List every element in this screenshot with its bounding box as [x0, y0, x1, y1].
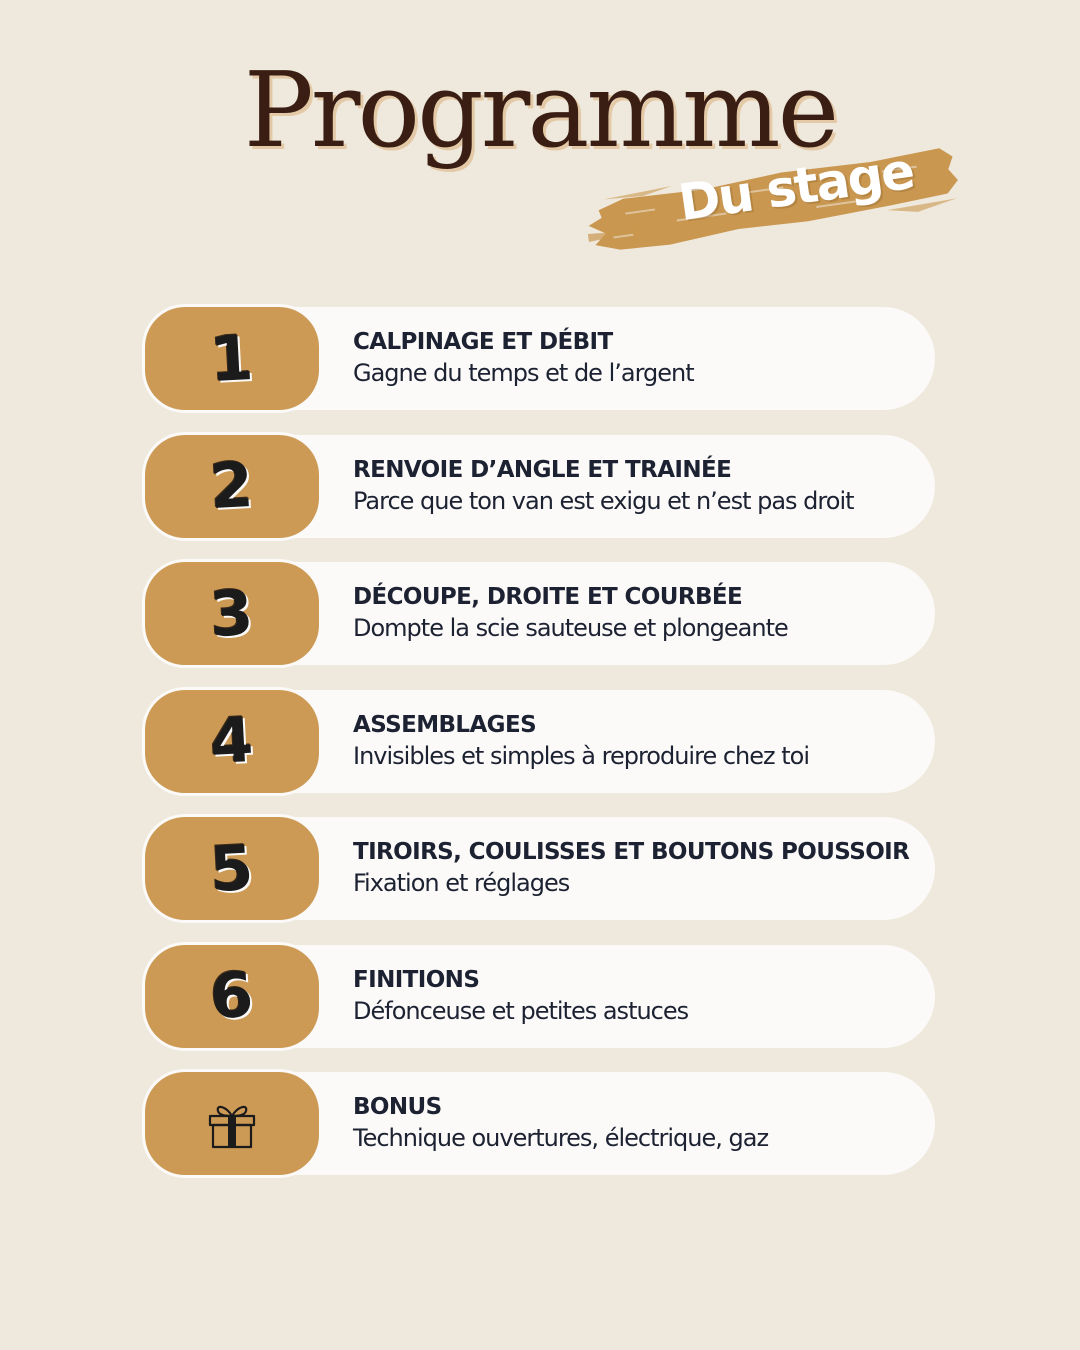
program-item-heading: RENVOIE D’ANGLE ET TRAINÉE — [353, 456, 732, 483]
program-item-text — [353, 1092, 915, 1154]
number-6-icon: 6 — [208, 957, 256, 1034]
title-area — [0, 0, 1080, 280]
program-item-heading: CALPINAGE ET DÉBIT — [353, 329, 613, 355]
page-title: Programme — [243, 49, 837, 171]
program-list — [145, 307, 935, 1200]
number-2-icon: 2 — [208, 447, 256, 524]
program-item-text — [353, 965, 915, 1027]
program-item-heading: DÉCOUPE, DROITE ET COURBÉE — [353, 584, 743, 610]
number-badge — [145, 562, 319, 665]
number-1-icon: 1 — [208, 320, 256, 396]
program-item-text — [353, 710, 915, 772]
program-item-6 — [145, 945, 935, 1048]
program-item-text — [353, 327, 915, 389]
program-item-3 — [145, 562, 935, 665]
program-item-bonus — [145, 1072, 935, 1175]
gift-badge — [145, 1072, 319, 1175]
program-item-text — [353, 582, 915, 644]
program-item-description: Parce que ton van est exigu et n’est pas droit — [353, 486, 854, 515]
number-3-icon: 3 — [208, 575, 256, 651]
program-item-heading: ASSEMBLAGES — [353, 711, 537, 738]
number-badge — [145, 307, 319, 410]
page-subtitle: Du stage — [675, 141, 917, 233]
program-item-heading: FINITIONS — [353, 966, 480, 993]
program-item-text — [353, 455, 915, 517]
program-item-description: Défonceuse et petites astuces — [353, 996, 689, 1025]
program-item-description: Technique ouvertures, électrique, gaz — [353, 1124, 769, 1152]
program-item-2 — [145, 435, 935, 538]
number-5-icon: 5 — [208, 830, 256, 906]
number-badge — [145, 690, 319, 793]
number-badge — [145, 435, 319, 538]
program-item-5 — [145, 817, 935, 920]
program-item-1 — [145, 307, 935, 410]
gift-icon — [204, 1096, 260, 1152]
number-4-icon: 4 — [208, 702, 256, 779]
program-item-4 — [145, 690, 935, 793]
program-item-description: Dompte la scie sauteuse et plongeante — [353, 614, 788, 642]
program-item-description: Invisibles et simples à reproduire chez toi — [353, 741, 809, 770]
number-badge — [145, 817, 319, 920]
program-item-heading: BONUS — [353, 1094, 442, 1120]
program-item-description: Fixation et réglages — [353, 869, 570, 897]
program-item-description: Gagne du temps et de l’argent — [353, 359, 694, 387]
program-item-text — [353, 837, 915, 899]
number-badge — [145, 945, 319, 1048]
program-item-heading: TIROIRS, COULISSES ET BOUTONS POUSSOIR — [353, 839, 910, 865]
